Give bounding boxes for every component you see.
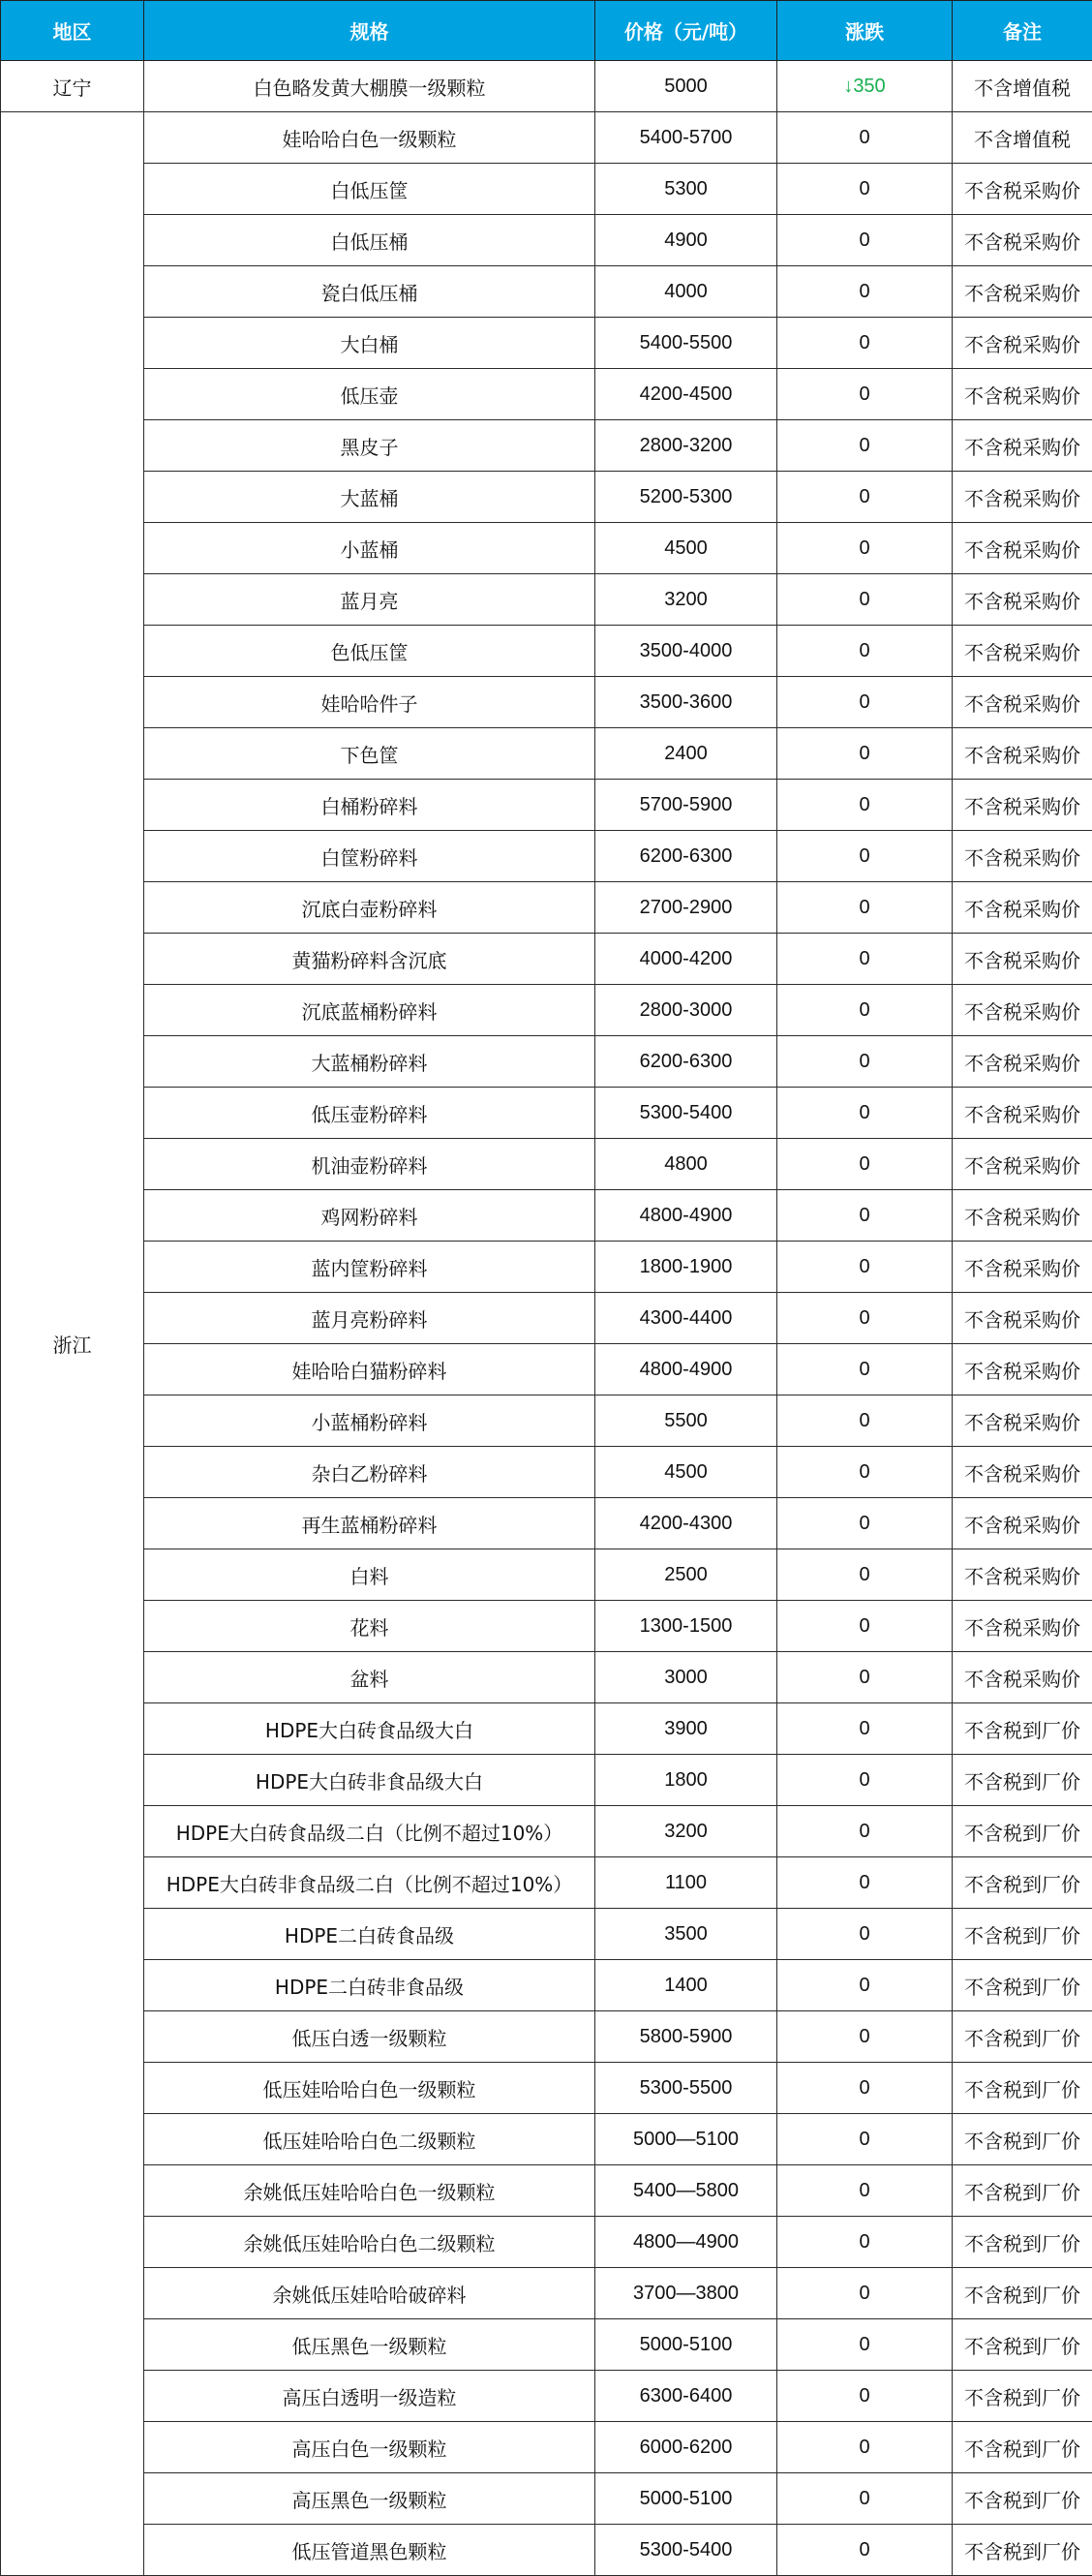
spec-cell: 蓝月亮粉碎料 <box>144 1293 595 1344</box>
table-row <box>1 831 1092 882</box>
note-cell: 不含税采购价 <box>953 574 1092 626</box>
table-row <box>1 1344 1092 1395</box>
table-row <box>1 2217 1092 2268</box>
spec-cell: 高压黑色一级颗粒 <box>144 2473 595 2525</box>
change-cell: 0 <box>777 882 953 934</box>
spec-cell: 蓝内筐粉碎料 <box>144 1242 595 1293</box>
change-cell: 0 <box>777 2422 953 2473</box>
change-cell: 0 <box>777 1242 953 1293</box>
spec-cell: 白桶粉碎料 <box>144 780 595 831</box>
table-row <box>1 882 1092 934</box>
note-cell: 不含税采购价 <box>953 934 1092 985</box>
price-cell: 1400 <box>595 1960 777 2011</box>
price-cell: 6300-6400 <box>595 2371 777 2422</box>
spec-cell: 低压黑色一级颗粒 <box>144 2319 595 2371</box>
note-cell: 不含税采购价 <box>953 164 1092 215</box>
note-cell: 不含税采购价 <box>953 1139 1092 1190</box>
spec-cell: 白色略发黄大棚膜一级颗粒 <box>144 61 595 112</box>
spec-cell: 色低压筐 <box>144 626 595 677</box>
table-row <box>1 1549 1092 1601</box>
note-cell: 不含税到厂价 <box>953 2371 1092 2422</box>
spec-cell: 白筐粉碎料 <box>144 831 595 882</box>
price-cell: 4800—4900 <box>595 2217 777 2268</box>
spec-cell: 小蓝桶 <box>144 523 595 574</box>
table-row <box>1 2063 1092 2114</box>
table-row <box>1 1088 1092 1139</box>
change-cell: 0 <box>777 2114 953 2165</box>
price-cell: 3000 <box>595 1652 777 1703</box>
price-cell: 5000-5100 <box>595 2319 777 2371</box>
spec-cell: 再生蓝桶粉碎料 <box>144 1498 595 1549</box>
change-cell: 0 <box>777 574 953 626</box>
note-cell: 不含税到厂价 <box>953 2319 1092 2371</box>
price-cell: 3700—3800 <box>595 2268 777 2319</box>
price-cell: 5400-5700 <box>595 112 777 164</box>
note-cell: 不含税采购价 <box>953 831 1092 882</box>
change-cell: 0 <box>777 1395 953 1447</box>
spec-cell: 白低压桶 <box>144 215 595 266</box>
change-cell: 0 <box>777 985 953 1036</box>
spec-cell: 盆料 <box>144 1652 595 1703</box>
change-cell: 0 <box>777 1190 953 1242</box>
note-cell: 不含税采购价 <box>953 1395 1092 1447</box>
change-cell: 0 <box>777 2011 953 2063</box>
table-row <box>1 2268 1092 2319</box>
price-cell: 1100 <box>595 1857 777 1909</box>
spec-cell: 鸡网粉碎料 <box>144 1190 595 1242</box>
note-cell: 不含税采购价 <box>953 1293 1092 1344</box>
note-cell: 不含税采购价 <box>953 1344 1092 1395</box>
spec-cell: 低压白透一级颗粒 <box>144 2011 595 2063</box>
note-cell: 不含税采购价 <box>953 472 1092 523</box>
note-cell: 不含税采购价 <box>953 266 1092 318</box>
change-cell: 0 <box>777 2268 953 2319</box>
change-cell: 0 <box>777 626 953 677</box>
table-row <box>1 1447 1092 1498</box>
change-cell: 0 <box>777 112 953 164</box>
note-cell: 不含税采购价 <box>953 780 1092 831</box>
note-cell: 不含税到厂价 <box>953 2217 1092 2268</box>
price-cell: 5300 <box>595 164 777 215</box>
price-cell: 2700-2900 <box>595 882 777 934</box>
table-row <box>1 1498 1092 1549</box>
note-cell: 不含税采购价 <box>953 318 1092 369</box>
change-cell: 0 <box>777 1293 953 1344</box>
note-cell: 不含税采购价 <box>953 369 1092 420</box>
spec-cell: 余姚低压娃哈哈破碎料 <box>144 2268 595 2319</box>
note-cell: 不含税采购价 <box>953 1447 1092 1498</box>
price-cell: 1300-1500 <box>595 1601 777 1652</box>
table-row <box>1 215 1092 266</box>
table-row <box>1 677 1092 728</box>
note-cell: 不含税到厂价 <box>953 2114 1092 2165</box>
note-cell: 不含增值税 <box>953 112 1092 164</box>
spec-cell: 低压壶粉碎料 <box>144 1088 595 1139</box>
table-row <box>1 523 1092 574</box>
spec-cell: HDPE大白砖食品级大白 <box>144 1703 595 1755</box>
table-row <box>1 1601 1092 1652</box>
spec-cell: 机油壶粉碎料 <box>144 1139 595 1190</box>
header-change: 涨跌 <box>777 1 953 61</box>
price-cell: 5500 <box>595 1395 777 1447</box>
price-cell: 6200-6300 <box>595 831 777 882</box>
spec-cell: 白低压筐 <box>144 164 595 215</box>
table-row <box>1 318 1092 369</box>
price-cell: 5400—5800 <box>595 2165 777 2217</box>
spec-cell: 蓝月亮 <box>144 574 595 626</box>
note-cell: 不含税到厂价 <box>953 1806 1092 1857</box>
change-cell: 0 <box>777 1036 953 1088</box>
table-row <box>1 1806 1092 1857</box>
table-row <box>1 369 1092 420</box>
price-cell: 4500 <box>595 523 777 574</box>
header-row <box>1 1 1092 61</box>
table-row <box>1 266 1092 318</box>
price-cell: 1800 <box>595 1755 777 1806</box>
note-cell: 不含税采购价 <box>953 1190 1092 1242</box>
header-note: 备注 <box>953 1 1092 61</box>
price-cell: 1800-1900 <box>595 1242 777 1293</box>
spec-cell: 黄猫粉碎料含沉底 <box>144 934 595 985</box>
note-cell: 不含税采购价 <box>953 985 1092 1036</box>
table-row <box>1 780 1092 831</box>
price-cell: 4200-4300 <box>595 1498 777 1549</box>
spec-cell: 沉底蓝桶粉碎料 <box>144 985 595 1036</box>
table-row <box>1 1139 1092 1190</box>
note-cell: 不含税采购价 <box>953 1652 1092 1703</box>
note-cell: 不含税采购价 <box>953 677 1092 728</box>
table-row <box>1 420 1092 472</box>
price-cell: 3200 <box>595 1806 777 1857</box>
change-cell: 0 <box>777 1088 953 1139</box>
note-cell: 不含税采购价 <box>953 882 1092 934</box>
spec-cell: 杂白乙粉碎料 <box>144 1447 595 1498</box>
spec-cell: 大蓝桶 <box>144 472 595 523</box>
table-row <box>1 985 1092 1036</box>
price-cell: 5000 <box>595 61 777 112</box>
change-cell: 0 <box>777 780 953 831</box>
change-cell: 0 <box>777 1652 953 1703</box>
note-cell: 不含税到厂价 <box>953 2063 1092 2114</box>
spec-cell: 低压管道黑色颗粒 <box>144 2525 595 2576</box>
change-cell: 0 <box>777 2525 953 2576</box>
change-cell: 0 <box>777 2319 953 2371</box>
spec-cell: 余姚低压娃哈哈白色二级颗粒 <box>144 2217 595 2268</box>
note-cell: 不含税采购价 <box>953 1549 1092 1601</box>
price-cell: 2500 <box>595 1549 777 1601</box>
note-cell: 不含税采购价 <box>953 420 1092 472</box>
change-cell: 0 <box>777 1344 953 1395</box>
note-cell: 不含税采购价 <box>953 1498 1092 1549</box>
table-row <box>1 2525 1092 2576</box>
spec-cell: 低压娃哈哈白色一级颗粒 <box>144 2063 595 2114</box>
change-cell: 0 <box>777 2217 953 2268</box>
price-cell: 5300-5400 <box>595 2525 777 2576</box>
note-cell: 不含税到厂价 <box>953 2422 1092 2473</box>
header-region: 地区 <box>1 1 144 61</box>
table-row <box>1 2319 1092 2371</box>
note-cell: 不含税到厂价 <box>953 1909 1092 1960</box>
change-cell: 0 <box>777 369 953 420</box>
spec-cell: HDPE大白砖食品级二白（比例不超过10%） <box>144 1806 595 1857</box>
table-row <box>1 626 1092 677</box>
change-cell: 0 <box>777 1498 953 1549</box>
price-cell: 6000-6200 <box>595 2422 777 2473</box>
price-cell: 5300-5400 <box>595 1088 777 1139</box>
change-cell: 0 <box>777 266 953 318</box>
note-cell: 不含增值税 <box>953 61 1092 112</box>
note-cell: 不含税采购价 <box>953 523 1092 574</box>
change-cell: 0 <box>777 1960 953 2011</box>
table-row <box>1 1190 1092 1242</box>
spec-cell: 娃哈哈白猫粉碎料 <box>144 1344 595 1395</box>
price-cell: 4200-4500 <box>595 369 777 420</box>
price-cell: 2800-3000 <box>595 985 777 1036</box>
table-row <box>1 2422 1092 2473</box>
change-cell: 0 <box>777 2063 953 2114</box>
note-cell: 不含税采购价 <box>953 1088 1092 1139</box>
spec-cell: HDPE二白砖食品级 <box>144 1909 595 1960</box>
spec-cell: 娃哈哈白色一级颗粒 <box>144 112 595 164</box>
change-cell: 0 <box>777 472 953 523</box>
table-row <box>1 2165 1092 2217</box>
change-cell: 0 <box>777 1703 953 1755</box>
change-cell: 0 <box>777 1909 953 1960</box>
note-cell: 不含税采购价 <box>953 626 1092 677</box>
table-row <box>1 1036 1092 1088</box>
spec-cell: 花料 <box>144 1601 595 1652</box>
price-cell: 4800-4900 <box>595 1344 777 1395</box>
price-cell: 4800 <box>595 1139 777 1190</box>
change-cell: 0 <box>777 1857 953 1909</box>
price-cell: 2800-3200 <box>595 420 777 472</box>
table-row <box>1 164 1092 215</box>
note-cell: 不含税采购价 <box>953 1036 1092 1088</box>
note-cell: 不含税采购价 <box>953 728 1092 780</box>
table-row <box>1 1909 1092 1960</box>
price-cell: 3900 <box>595 1703 777 1755</box>
change-cell: 0 <box>777 1755 953 1806</box>
price-cell: 5800-5900 <box>595 2011 777 2063</box>
table-row <box>1 574 1092 626</box>
note-cell: 不含税到厂价 <box>953 2473 1092 2525</box>
change-cell: 0 <box>777 2165 953 2217</box>
table-row <box>1 112 1092 164</box>
price-cell: 3500-4000 <box>595 626 777 677</box>
price-cell: 6200-6300 <box>595 1036 777 1088</box>
table-row <box>1 2011 1092 2063</box>
spec-cell: HDPE大白砖非食品级大白 <box>144 1755 595 1806</box>
change-cell: 0 <box>777 934 953 985</box>
change-cell: 0 <box>777 523 953 574</box>
price-cell: 4900 <box>595 215 777 266</box>
change-cell: ↓350 <box>777 61 953 112</box>
spec-cell: 黑皮子 <box>144 420 595 472</box>
change-cell: 0 <box>777 2473 953 2525</box>
change-cell: 0 <box>777 1139 953 1190</box>
spec-cell: HDPE大白砖非食品级二白（比例不超过10%） <box>144 1857 595 1909</box>
change-cell: 0 <box>777 728 953 780</box>
note-cell: 不含税到厂价 <box>953 2011 1092 2063</box>
region-cell: 辽宁 <box>1 61 144 112</box>
table-row <box>1 1960 1092 2011</box>
change-cell: 0 <box>777 1601 953 1652</box>
price-cell: 5000-5100 <box>595 2473 777 2525</box>
spec-cell: 高压白色一级颗粒 <box>144 2422 595 2473</box>
change-cell: 0 <box>777 2371 953 2422</box>
note-cell: 不含税采购价 <box>953 1242 1092 1293</box>
note-cell: 不含税采购价 <box>953 1601 1092 1652</box>
table-row <box>1 2114 1092 2165</box>
spec-cell: 余姚低压娃哈哈白色一级颗粒 <box>144 2165 595 2217</box>
note-cell: 不含税到厂价 <box>953 2525 1092 2576</box>
note-cell: 不含税到厂价 <box>953 1755 1092 1806</box>
table-row <box>1 2371 1092 2422</box>
table-row <box>1 1242 1092 1293</box>
table-row <box>1 472 1092 523</box>
table-row <box>1 1703 1092 1755</box>
header-price: 价格（元/吨） <box>595 1 777 61</box>
spec-cell: 低压壶 <box>144 369 595 420</box>
header-spec: 规格 <box>144 1 595 61</box>
price-cell: 4000-4200 <box>595 934 777 985</box>
price-cell: 3500-3600 <box>595 677 777 728</box>
change-cell: 0 <box>777 420 953 472</box>
note-cell: 不含税到厂价 <box>953 2268 1092 2319</box>
change-cell: 0 <box>777 1447 953 1498</box>
price-cell: 5000—5100 <box>595 2114 777 2165</box>
price-cell: 4300-4400 <box>595 1293 777 1344</box>
price-cell: 5700-5900 <box>595 780 777 831</box>
change-cell: 0 <box>777 677 953 728</box>
spec-cell: 大蓝桶粉碎料 <box>144 1036 595 1088</box>
table-row <box>1 1652 1092 1703</box>
price-cell: 4000 <box>595 266 777 318</box>
price-cell: 3200 <box>595 574 777 626</box>
note-cell: 不含税采购价 <box>953 215 1092 266</box>
spec-cell: 瓷白低压桶 <box>144 266 595 318</box>
change-cell: 0 <box>777 831 953 882</box>
price-cell: 4500 <box>595 1447 777 1498</box>
spec-cell: 大白桶 <box>144 318 595 369</box>
price-cell: 5400-5500 <box>595 318 777 369</box>
price-cell: 5200-5300 <box>595 472 777 523</box>
spec-cell: HDPE二白砖非食品级 <box>144 1960 595 2011</box>
table-row <box>1 1293 1092 1344</box>
spec-cell: 白料 <box>144 1549 595 1601</box>
price-cell: 2400 <box>595 728 777 780</box>
spec-cell: 小蓝桶粉碎料 <box>144 1395 595 1447</box>
note-cell: 不含税到厂价 <box>953 2165 1092 2217</box>
spec-cell: 低压娃哈哈白色二级颗粒 <box>144 2114 595 2165</box>
note-cell: 不含税到厂价 <box>953 1703 1092 1755</box>
price-cell: 5300-5500 <box>595 2063 777 2114</box>
spec-cell: 高压白透明一级造粒 <box>144 2371 595 2422</box>
spec-cell: 沉底白壶粉碎料 <box>144 882 595 934</box>
table-body <box>1 61 1092 2576</box>
change-cell: 0 <box>777 164 953 215</box>
table-row <box>1 2473 1092 2525</box>
note-cell: 不含税到厂价 <box>953 1857 1092 1909</box>
table-row <box>1 934 1092 985</box>
table-row <box>1 1755 1092 1806</box>
table-row <box>1 61 1092 112</box>
region-cell: 浙江 <box>1 112 144 2576</box>
change-cell: 0 <box>777 318 953 369</box>
table-row <box>1 1395 1092 1447</box>
change-cell: 0 <box>777 215 953 266</box>
change-cell: 0 <box>777 1549 953 1601</box>
table-row <box>1 1857 1092 1909</box>
change-cell: 0 <box>777 1806 953 1857</box>
spec-cell: 下色筐 <box>144 728 595 780</box>
spec-cell: 娃哈哈件子 <box>144 677 595 728</box>
price-cell: 4800-4900 <box>595 1190 777 1242</box>
table-row <box>1 728 1092 780</box>
price-cell: 3500 <box>595 1909 777 1960</box>
note-cell: 不含税到厂价 <box>953 1960 1092 2011</box>
